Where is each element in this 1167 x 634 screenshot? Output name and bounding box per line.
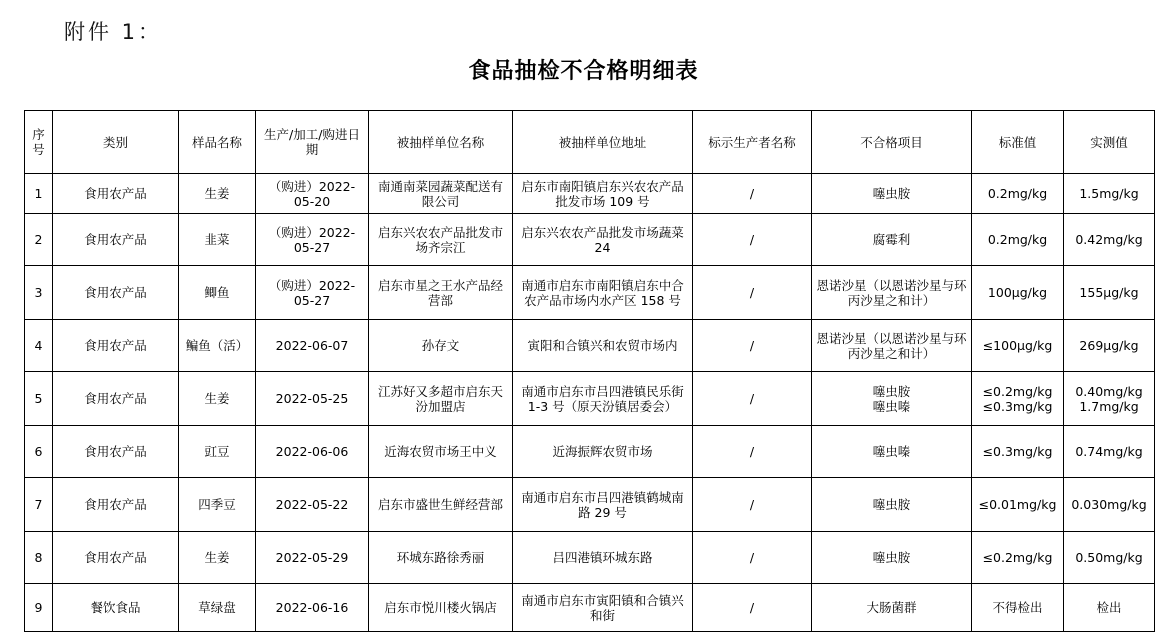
attachment-label: 附件 1： [64, 20, 163, 44]
row-producer: / [693, 266, 812, 320]
row-failed-item [812, 372, 972, 426]
row-failed-item [812, 174, 972, 214]
row-producer: / [693, 532, 812, 584]
table-row [25, 584, 1155, 632]
row-sample: 生姜 [179, 174, 256, 214]
row-producer: / [693, 320, 812, 372]
row-measured-value: 0.40mg/kg [1075, 383, 1143, 399]
table-row [25, 426, 1155, 478]
row-standard-value: ≤0.2mg/kg [982, 550, 1053, 565]
row-measured-value: 155μg/kg [1079, 285, 1139, 300]
row-sample: 鲫鱼 [179, 266, 256, 320]
row-unit-name: 江苏好又多超市启东天汾加盟店 [369, 372, 513, 426]
row-producer: / [693, 214, 812, 266]
row-unit-name: 近海农贸市场王中义 [369, 426, 513, 478]
row-date: 2022-05-29 [256, 532, 369, 584]
row-standard-value: 0.2mg/kg [987, 186, 1048, 201]
row-standard-value: 100μg/kg [987, 285, 1048, 300]
header-measured: 实测值 [1064, 111, 1155, 174]
row-failed-item-value: 噻虫胺 [872, 497, 911, 512]
header-seq: 序号 [25, 111, 53, 174]
row-unit-address: 南通市启东市寅阳镇和合镇兴和街 [513, 584, 693, 632]
row-failed-item [812, 320, 972, 372]
row-standard-value: ≤0.3mg/kg [982, 444, 1053, 459]
row-standard-value: ≤100μg/kg [982, 338, 1053, 353]
header-unit-address: 被抽样单位地址 [513, 111, 693, 174]
row-standard [972, 266, 1064, 320]
row-date: 2022-05-22 [256, 478, 369, 532]
row-measured [1064, 320, 1155, 372]
inspection-table [24, 110, 1155, 632]
row-standard-value: ≤0.2mg/kg [982, 383, 1053, 399]
row-standard [972, 372, 1064, 426]
row-producer: / [693, 478, 812, 532]
header-producer: 标示生产者名称 [693, 111, 812, 174]
row-unit-address: 南通市启东市吕四港镇民乐街 1-3 号（原天汾镇居委会） [513, 372, 693, 426]
row-date: （购进）2022-05-27 [256, 266, 369, 320]
row-sample: 生姜 [179, 532, 256, 584]
header-standard: 标准值 [972, 111, 1064, 174]
row-category: 食用农产品 [53, 214, 179, 266]
row-unit-address: 寅阳和合镇兴和农贸市场内 [513, 320, 693, 372]
table-body [25, 174, 1155, 632]
row-seq: 9 [25, 584, 53, 632]
row-standard [972, 478, 1064, 532]
row-producer: / [693, 426, 812, 478]
row-unit-name: 启东市盛世生鲜经营部 [369, 478, 513, 532]
row-failed-item [812, 266, 972, 320]
row-failed-item-value: 噻虫嗪 [872, 398, 911, 414]
row-measured [1064, 214, 1155, 266]
row-failed-item [812, 478, 972, 532]
row-standard-value: 不得检出 [992, 600, 1043, 615]
table-row [25, 478, 1155, 532]
header-category: 类别 [53, 111, 179, 174]
table-row [25, 266, 1155, 320]
row-measured-value: 0.74mg/kg [1075, 444, 1143, 459]
row-producer: / [693, 372, 812, 426]
row-standard [972, 174, 1064, 214]
row-producer: / [693, 584, 812, 632]
row-unit-address: 近海振辉农贸市场 [513, 426, 693, 478]
row-standard-value: ≤0.01mg/kg [978, 497, 1057, 512]
row-seq: 5 [25, 372, 53, 426]
row-unit-address: 南通市启东市吕四港镇鹤城南路 29 号 [513, 478, 693, 532]
row-sample: 生姜 [179, 372, 256, 426]
row-date: （购进）2022-05-20 [256, 174, 369, 214]
row-seq: 7 [25, 478, 53, 532]
row-standard-value: 0.2mg/kg [987, 232, 1048, 247]
row-measured-value: 0.42mg/kg [1075, 232, 1143, 247]
row-standard [972, 584, 1064, 632]
row-unit-name: 孙存文 [369, 320, 513, 372]
row-failed-item [812, 426, 972, 478]
table-row [25, 532, 1155, 584]
row-sample: 鳊鱼（活） [179, 320, 256, 372]
row-category: 食用农产品 [53, 174, 179, 214]
row-seq: 2 [25, 214, 53, 266]
row-unit-address: 南通市启东市南阳镇启东中合农产品市场内水产区 158 号 [513, 266, 693, 320]
header-sample: 样品名称 [179, 111, 256, 174]
row-measured-value: 1.7mg/kg [1079, 398, 1139, 414]
row-category: 食用农产品 [53, 532, 179, 584]
row-failed-item-value: 腐霉利 [872, 232, 911, 247]
row-failed-item [812, 214, 972, 266]
page-title: 食品抽检不合格明细表 [468, 59, 699, 84]
row-sample: 豇豆 [179, 426, 256, 478]
row-category: 食用农产品 [53, 320, 179, 372]
row-failed-item-value: 恩诺沙星（以恩诺沙星与环丙沙星之和计） [816, 277, 967, 308]
row-sample: 韭菜 [179, 214, 256, 266]
row-date: 2022-06-06 [256, 426, 369, 478]
row-standard [972, 214, 1064, 266]
row-sample: 四季豆 [179, 478, 256, 532]
table-row [25, 174, 1155, 214]
row-category: 食用农产品 [53, 372, 179, 426]
row-measured [1064, 372, 1155, 426]
row-measured-value: 1.5mg/kg [1079, 186, 1139, 201]
row-measured [1064, 426, 1155, 478]
row-date: （购进）2022-05-27 [256, 214, 369, 266]
row-failed-item-value: 噻虫嗪 [872, 444, 911, 459]
header-failed-item: 不合格项目 [812, 111, 972, 174]
table-row [25, 214, 1155, 266]
row-measured-value: 0.030mg/kg [1071, 497, 1147, 512]
row-standard-value: ≤0.3mg/kg [982, 398, 1053, 414]
row-date: 2022-06-07 [256, 320, 369, 372]
row-standard [972, 426, 1064, 478]
row-standard [972, 532, 1064, 584]
row-seq: 3 [25, 266, 53, 320]
row-unit-address: 启东兴农农产品批发市场蔬菜 24 [513, 214, 693, 266]
row-unit-name: 南通南菜园蔬菜配送有限公司 [369, 174, 513, 214]
row-unit-address: 吕四港镇环城东路 [513, 532, 693, 584]
row-measured-value: 检出 [1096, 600, 1122, 615]
header-date: 生产/加工/购进日期 [256, 111, 369, 174]
row-failed-item-value: 噻虫胺 [872, 186, 911, 201]
row-failed-item [812, 584, 972, 632]
row-measured [1064, 532, 1155, 584]
row-failed-item [812, 532, 972, 584]
row-failed-item-value: 噻虫胺 [872, 383, 911, 399]
header-unit-name: 被抽样单位名称 [369, 111, 513, 174]
table-row [25, 320, 1155, 372]
row-unit-address: 启东市南阳镇启东兴农农产品批发市场 109 号 [513, 174, 693, 214]
row-failed-item-value: 噻虫胺 [872, 550, 911, 565]
row-measured [1064, 174, 1155, 214]
row-seq: 4 [25, 320, 53, 372]
row-measured [1064, 266, 1155, 320]
row-date: 2022-06-16 [256, 584, 369, 632]
table-header-row [25, 111, 1155, 174]
row-seq: 8 [25, 532, 53, 584]
row-measured [1064, 584, 1155, 632]
row-failed-item-value: 大肠菌群 [866, 600, 917, 615]
row-category: 食用农产品 [53, 478, 179, 532]
row-category: 食用农产品 [53, 266, 179, 320]
row-producer: / [693, 174, 812, 214]
row-category: 餐饮食品 [53, 584, 179, 632]
row-measured [1064, 478, 1155, 532]
row-category: 食用农产品 [53, 426, 179, 478]
row-unit-name: 环城东路徐秀丽 [369, 532, 513, 584]
row-failed-item-value: 恩诺沙星（以恩诺沙星与环丙沙星之和计） [816, 330, 967, 361]
row-seq: 6 [25, 426, 53, 478]
row-seq: 1 [25, 174, 53, 214]
table-row [25, 372, 1155, 426]
row-measured-value: 269μg/kg [1079, 338, 1139, 353]
row-unit-name: 启东市星之王水产品经营部 [369, 266, 513, 320]
row-unit-name: 启东兴农农产品批发市场齐宗江 [369, 214, 513, 266]
row-standard [972, 320, 1064, 372]
row-sample: 草绿盘 [179, 584, 256, 632]
row-unit-name: 启东市悦川楼火锅店 [369, 584, 513, 632]
row-measured-value: 0.50mg/kg [1075, 550, 1143, 565]
row-date: 2022-05-25 [256, 372, 369, 426]
